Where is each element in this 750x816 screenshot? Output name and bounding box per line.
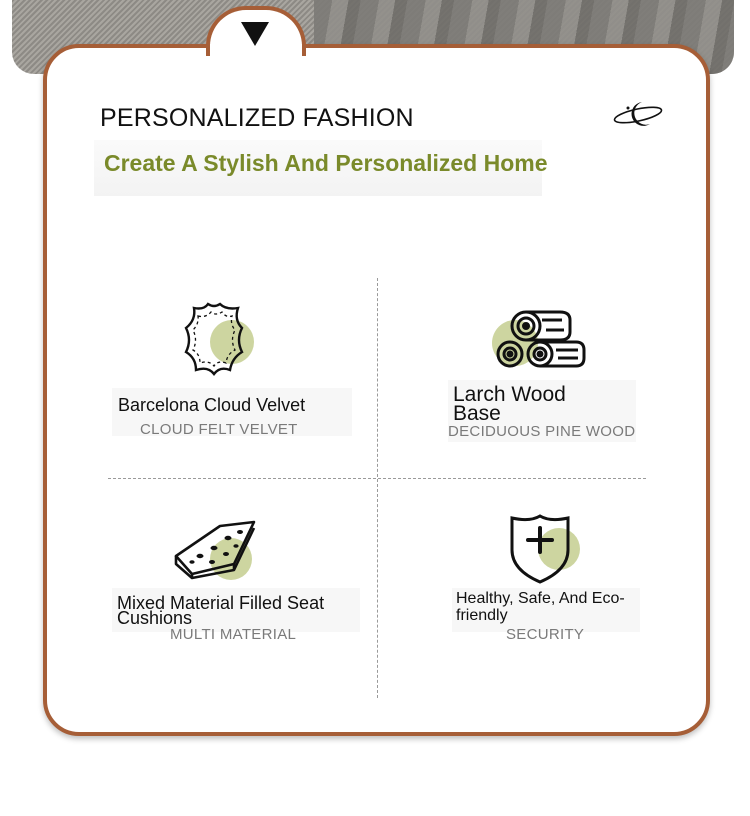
- feature-subtitle: CLOUD FELT VELVET: [140, 421, 298, 438]
- grid-divider-vertical: [377, 278, 378, 698]
- feature-subtitle: SECURITY: [506, 626, 585, 643]
- feature-title: Healthy, Safe, And Eco-friendly: [456, 590, 625, 624]
- page-title: PERSONALIZED FASHION: [100, 104, 414, 132]
- feature-title: Mixed Material Filled Seat Cushions: [117, 593, 325, 628]
- tab-joint: [210, 44, 302, 58]
- feature-subtitle: DECIDUOUS PINE WOOD: [448, 423, 636, 440]
- leather-hide-icon: [178, 300, 258, 378]
- sponge-cushion-icon: [170, 516, 260, 582]
- feature-subtitle: MULTI MATERIAL: [170, 626, 297, 643]
- feature-title: Barcelona Cloud Velvet: [118, 395, 306, 415]
- feature-title: Larch Wood Base: [453, 383, 566, 425]
- moon-planet-icon: [612, 98, 664, 130]
- grid-divider-horizontal: [108, 478, 646, 479]
- down-arrow-icon: [241, 22, 269, 46]
- wood-logs-icon: [490, 308, 590, 374]
- page-subtitle: Create A Stylish And Personalized Home: [104, 150, 548, 176]
- shield-plus-icon: [506, 512, 586, 586]
